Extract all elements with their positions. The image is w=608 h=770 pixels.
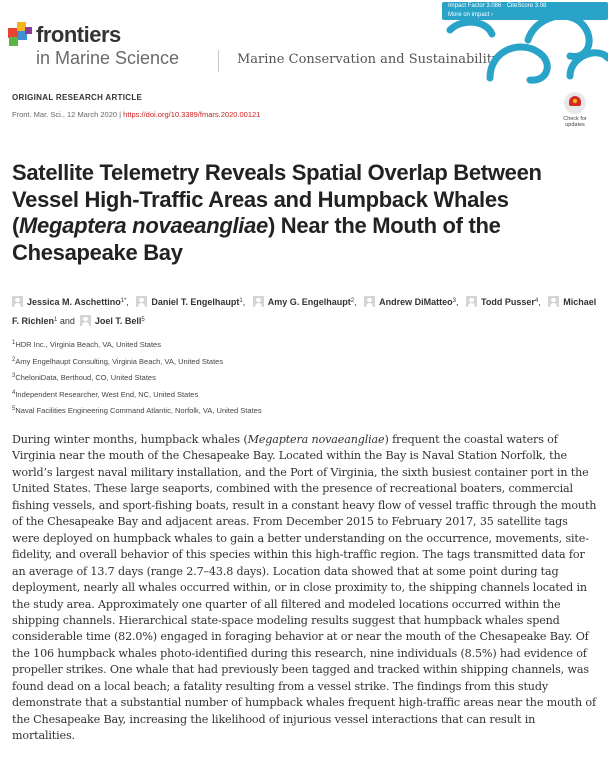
brand-name[interactable]: frontiers [36,22,121,47]
article-type: ORIGINAL RESEARCH ARTICLE [12,93,143,102]
author-avatar-icon [136,296,147,307]
affiliation-item: $^3$CheloniData, Berthoud, CO, United States [12,373,156,382]
affiliation-list [12,336,262,419]
author-entry[interactable]: Michael F. Richlen$^1$ [12,297,597,326]
author-avatar-icon [548,296,559,307]
impact-factor-badge[interactable] [442,2,608,20]
check-for-updates-badge[interactable] [560,92,590,130]
author-avatar-icon [364,296,375,307]
journal-header [0,0,608,86]
article-title: Satellite Telemetry Reveals Spatial Overlap Between Vessel High-Traffic Areas and Humpback Whales (Megaptera novaeangliae) Near the Mouth of the Chesapeake Bay [12,160,542,265]
author-entry[interactable]: Amy G. Engelhaupt$^2$ [253,297,354,307]
affiliation-item: $^1$HDR Inc., Virginia Beach, VA, United States [12,340,161,349]
author-entry[interactable]: Todd Pusser$^4$ [466,297,538,307]
journal-name[interactable]: in Marine Science [36,48,180,68]
crossmark-icon [564,92,586,114]
author-avatar-icon [12,296,23,307]
citation-line [12,110,260,119]
abstract-paragraph: During winter months, humpback whales (Megaptera novaeangliae) frequent the coastal waters of Virginia near the mouth of the Chesapeake Bay. Located within the Bay is Naval Station Norfolk, the world’s largest naval military installation, and the Port of Virginia, the sixth busiest container port in the United States. These large seaports, combined with the presence of recreational boaters, commercial fishing vessels, and sport-fishing boats, result in a constant heavy flow of vessel traffic through the mouth of the Chesapeake Bay and adjacent areas. From December 2015 to February 2017, 35 satellite tags were deployed on humpback whales to gain a better understanding on the occurrence, movements, site-fidelity, and overall behavior of this species within this high-traffic region. The tags transmitted data for an average of 13.7 days (range 2.7–43.8 days). Location data showed that at some point during tag deployment, nearly all whales occurred within, or in close proximity to, the shipping channels located in the study area. Approximately one quarter of all filtered and modeled locations occurred within the shipping channels. Hierarchical state-space modeling results suggest that humpback whales spend considerable time (82.0%) engaged in foraging behavior at or near the mouth of the Chesapeake Bay. Of the 106 humpback whales photo-identified during this research, nine individuals (8.5%) had evidence of propeller strikes. One whale that had previously been tagged and tracked within shipping channels, was found dead on a local beach; a fatality resulting from a vessel strike. The findings from this study demonstrate that a substantial number of humpback whales frequent high-traffic areas near the mouth of the Chesapeake Bay, increasing the likelihood of injurious vessel interactions that can result in mortalities. [12,433,597,743]
author-list: Jessica M. Aschettino$^{1*}$, Daniel T. Engelhaupt$^1$, Amy G. Engelhaupt$^2$, Andrew DiMatteo$^3$, Todd Pusser$^4$, Michael F. Richlen$^1$ and Joel T. Bell$^5$ [12,297,597,326]
author-avatar-icon [253,296,264,307]
impact-factor-text: Impact Factor 3.086 · CiteScore 3.08 [448,3,547,9]
affiliation-item: $^5$Naval Facilities Engineering Command Atlantic, Norfolk, VA, United States [12,406,262,415]
header-divider [218,50,219,72]
journal-section[interactable]: Marine Conservation and Sustainability [237,52,500,67]
affiliation-item: $^4$Independent Researcher, West End, NC, United States [12,389,199,399]
author-avatar-icon [80,315,91,326]
check-label: Check for updates [563,116,587,128]
author-entry[interactable]: Joel T. Bell$^5$ [80,316,145,326]
doi-link[interactable]: https://doi.org/10.3389/fmars.2020.00121 [123,110,261,119]
author-avatar-icon [466,296,477,307]
author-entry[interactable]: Jessica M. Aschettino$^{1*}$ [12,297,126,307]
affiliation-item: $^2$Amy Engelhaupt Consulting, Virginia Beach, VA, United States [12,356,224,366]
impact-more-link[interactable]: More on impact › [448,12,494,18]
author-entry[interactable]: Andrew DiMatteo$^3$ [364,297,456,307]
author-entry[interactable]: Daniel T. Engelhaupt$^1$ [136,297,242,307]
citation-text: Front. Mar. Sci., 12 March 2020 | [12,110,124,119]
frontiers-logo-icon[interactable] [8,20,36,48]
